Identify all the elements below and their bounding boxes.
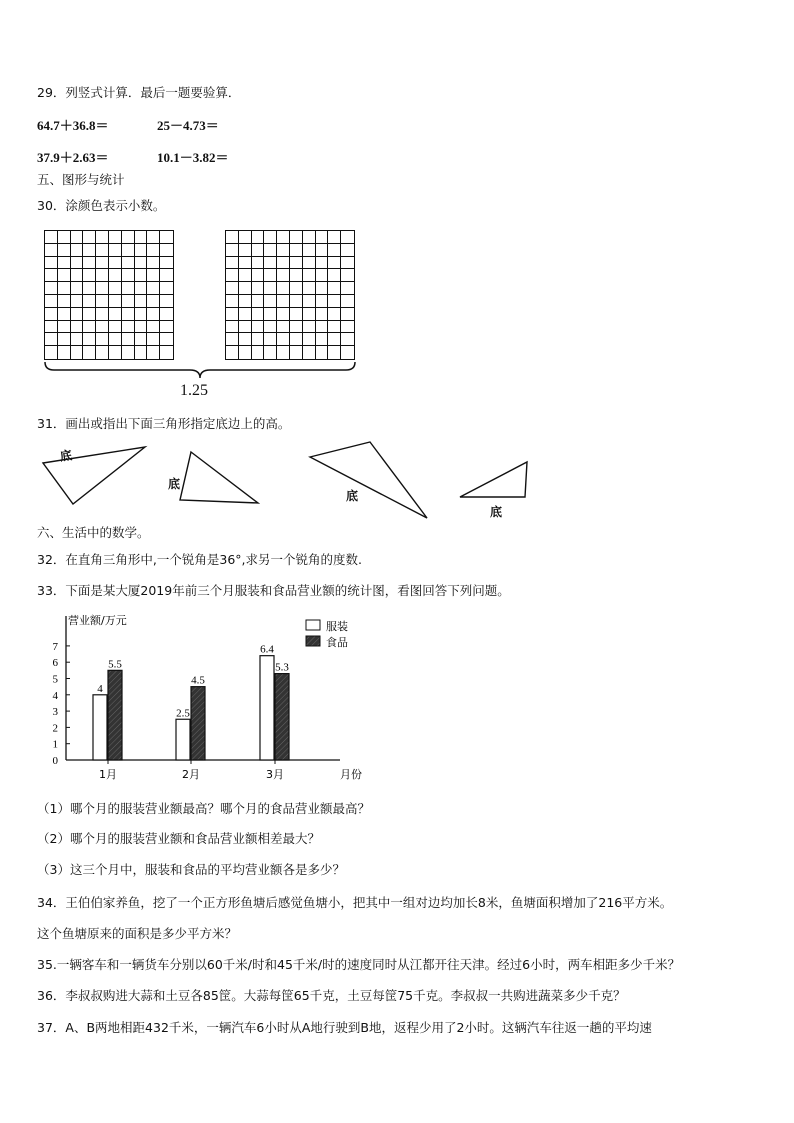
grid-cell[interactable] <box>341 269 354 282</box>
grid-cell[interactable] <box>316 295 329 308</box>
grid-cell[interactable] <box>252 282 265 295</box>
grid-cell[interactable] <box>122 295 135 308</box>
grid-cell[interactable] <box>135 231 148 244</box>
grid-cell[interactable] <box>290 231 303 244</box>
grid-cell[interactable] <box>290 269 303 282</box>
grid-cell[interactable] <box>264 308 277 321</box>
q33-sub-2: （2）哪个月的服装营业额和食品营业额相差最大？ <box>37 831 320 846</box>
grid-cell[interactable] <box>96 321 109 334</box>
grid-cell[interactable] <box>83 282 96 295</box>
grid-cell[interactable] <box>83 257 96 270</box>
grid-cell[interactable] <box>264 231 277 244</box>
y-tick-label: 3 <box>52 706 58 719</box>
bar-food <box>191 687 205 760</box>
grid-cell[interactable] <box>160 231 173 244</box>
q33-sub-3: （3）这三个月中，服装和食品的平均营业额各是多少？ <box>37 862 345 877</box>
data-label: 4 <box>97 682 103 695</box>
grid-cell[interactable] <box>303 244 316 257</box>
grid-cell[interactable] <box>316 269 329 282</box>
grid-cell[interactable] <box>71 244 84 257</box>
grid-cell[interactable] <box>328 321 341 334</box>
section-6-heading: 六、生活中的数学。 <box>37 525 150 540</box>
grid-cell[interactable] <box>58 333 71 346</box>
grid-cell[interactable] <box>96 295 109 308</box>
q33-sub-1: （1）哪个月的服装营业额最高？哪个月的食品营业额最高？ <box>37 801 370 816</box>
grid-cell[interactable] <box>160 295 173 308</box>
grid-cell[interactable] <box>58 231 71 244</box>
calc-item-4: 10.1－3.82＝ <box>157 150 229 165</box>
grid-cell[interactable] <box>226 269 239 282</box>
grid-cell[interactable] <box>45 231 58 244</box>
grid-cell[interactable] <box>341 231 354 244</box>
grid-cell[interactable] <box>303 321 316 334</box>
grid-cell[interactable] <box>341 346 354 359</box>
grid-cell[interactable] <box>252 346 265 359</box>
grid-cell[interactable] <box>239 321 252 334</box>
triangle-3 <box>310 442 427 518</box>
grid-cell[interactable] <box>109 269 122 282</box>
grid-cell[interactable] <box>109 244 122 257</box>
data-label: 5.5 <box>108 658 122 671</box>
grid-cell[interactable] <box>226 321 239 334</box>
legend-label: 食品 <box>326 636 348 649</box>
grid-cell[interactable] <box>83 321 96 334</box>
grid-cell[interactable] <box>160 269 173 282</box>
grid-cell[interactable] <box>83 346 96 359</box>
hundred-grid-right <box>225 230 355 360</box>
base-label-1: 底 <box>59 448 74 464</box>
grid-cell[interactable] <box>147 231 160 244</box>
grid-cell[interactable] <box>290 333 303 346</box>
grid-cell[interactable] <box>83 244 96 257</box>
x-axis-label: 月份 <box>340 768 362 781</box>
grid-cell[interactable] <box>316 333 329 346</box>
legend-swatch-food <box>306 636 320 646</box>
grid-cell[interactable] <box>135 308 148 321</box>
grid-cell[interactable] <box>277 308 290 321</box>
grid-cell[interactable] <box>264 244 277 257</box>
grid-cell[interactable] <box>264 269 277 282</box>
grid-cell[interactable] <box>239 308 252 321</box>
grid-cell[interactable] <box>83 231 96 244</box>
base-label-2: 底 <box>168 477 181 491</box>
grid-cell[interactable] <box>341 282 354 295</box>
y-tick-label: 0 <box>52 755 58 767</box>
bar-clothing <box>260 656 274 760</box>
grid-cell[interactable] <box>252 321 265 334</box>
grid-cell[interactable] <box>239 269 252 282</box>
bar-chart <box>30 610 390 785</box>
grid-cell[interactable] <box>341 257 354 270</box>
x-tick-label: 1月 <box>99 768 117 781</box>
grid-cell[interactable] <box>147 295 160 308</box>
section-5-heading: 五、图形与统计 <box>37 172 125 187</box>
grid-cell[interactable] <box>96 231 109 244</box>
grid-cell[interactable] <box>147 269 160 282</box>
triangle-4 <box>460 462 527 497</box>
base-label-3: 底 <box>346 489 359 503</box>
grid-cell[interactable] <box>122 321 135 334</box>
grid-cell[interactable] <box>239 346 252 359</box>
grid-cell[interactable] <box>226 333 239 346</box>
grid-cell[interactable] <box>135 333 148 346</box>
grid-cell[interactable] <box>290 321 303 334</box>
grid-cell[interactable] <box>226 257 239 270</box>
grid-cell[interactable] <box>147 346 160 359</box>
grid-cell[interactable] <box>58 282 71 295</box>
grid-cell[interactable] <box>109 257 122 270</box>
triangles-figure <box>30 440 550 525</box>
data-label: 4.5 <box>191 674 205 687</box>
q32-text: 32．在直角三角形中,一个锐角是36°,求另一个锐角的度数. <box>37 552 362 567</box>
grid-cell[interactable] <box>328 231 341 244</box>
grid-cell[interactable] <box>328 346 341 359</box>
grid-cell[interactable] <box>328 295 341 308</box>
grid-cell[interactable] <box>71 231 84 244</box>
grid-cell[interactable] <box>316 321 329 334</box>
grid-cell[interactable] <box>71 257 84 270</box>
bar-food <box>108 670 122 760</box>
grid-cell[interactable] <box>58 321 71 334</box>
grid-cell[interactable] <box>45 269 58 282</box>
grid-cell[interactable] <box>96 257 109 270</box>
grid-cell[interactable] <box>109 231 122 244</box>
grid-cell[interactable] <box>290 308 303 321</box>
grid-cell[interactable] <box>135 269 148 282</box>
grid-cell[interactable] <box>160 346 173 359</box>
grid-cell[interactable] <box>316 282 329 295</box>
grid-cell[interactable] <box>226 244 239 257</box>
grid-cell[interactable] <box>316 244 329 257</box>
grid-cell[interactable] <box>96 244 109 257</box>
grid-cell[interactable] <box>122 282 135 295</box>
grid-cell[interactable] <box>83 333 96 346</box>
grid-cell[interactable] <box>290 282 303 295</box>
grid-cell[interactable] <box>303 308 316 321</box>
grid-cell[interactable] <box>277 346 290 359</box>
grid-cell[interactable] <box>160 257 173 270</box>
grid-cell[interactable] <box>135 257 148 270</box>
grid-cell[interactable] <box>252 244 265 257</box>
grid-cell[interactable] <box>252 269 265 282</box>
grid-cell[interactable] <box>341 333 354 346</box>
bar-clothing <box>93 695 107 760</box>
q29-title: 29．列竖式计算．最后一题要验算． <box>37 85 241 100</box>
bar-food <box>275 674 289 760</box>
grid-cell[interactable] <box>239 257 252 270</box>
grid-cell[interactable] <box>341 244 354 257</box>
grid-cell[interactable] <box>328 269 341 282</box>
grid-cell[interactable] <box>160 282 173 295</box>
grid-cell[interactable] <box>264 321 277 334</box>
grid-cell[interactable] <box>316 231 329 244</box>
grid-cell[interactable] <box>45 333 58 346</box>
grid-cell[interactable] <box>135 295 148 308</box>
q37-text: 37．A、B两地相距432千米，一辆汽车6小时从A地行驶到B地，返程少用了2小时。这辆汽车往返一趟的平均速 <box>37 1020 652 1035</box>
grid-cell[interactable] <box>83 295 96 308</box>
grid-cell[interactable] <box>58 295 71 308</box>
grid-cell[interactable] <box>71 282 84 295</box>
grid-cell[interactable] <box>109 346 122 359</box>
q34-line-1: 34．王伯伯家养鱼，挖了一个正方形鱼塘后感觉鱼塘小，把其中一组对边均加长8米，鱼塘面积增加了216平方米。 <box>37 895 673 910</box>
grid-cell[interactable] <box>226 231 239 244</box>
q31-title: 31．画出或指出下面三角形指定底边上的高。 <box>37 416 291 431</box>
grid-cell[interactable] <box>122 346 135 359</box>
triangle-1 <box>43 447 145 504</box>
grid-cell[interactable] <box>109 295 122 308</box>
y-tick-label: 7 <box>52 640 58 653</box>
grid-cell[interactable] <box>147 333 160 346</box>
base-label-4: 底 <box>490 505 503 519</box>
grid-cell[interactable] <box>96 282 109 295</box>
y-tick-label: 6 <box>52 657 58 670</box>
grid-cell[interactable] <box>277 295 290 308</box>
grid-cell[interactable] <box>264 282 277 295</box>
y-tick-label: 4 <box>52 689 58 702</box>
grid-cell[interactable] <box>341 295 354 308</box>
grid-cell[interactable] <box>71 321 84 334</box>
y-tick-label: 5 <box>52 673 58 686</box>
grid-cell[interactable] <box>45 321 58 334</box>
grid-cell[interactable] <box>58 269 71 282</box>
grid-cell[interactable] <box>45 346 58 359</box>
grid-cell[interactable] <box>290 346 303 359</box>
grid-cell[interactable] <box>277 333 290 346</box>
grid-cell[interactable] <box>71 308 84 321</box>
grid-cell[interactable] <box>252 333 265 346</box>
grid-cell[interactable] <box>226 282 239 295</box>
q36-text: 36．李叔叔购进大蒜和土豆各85筐。大蒜每筐65千克，土豆每筐75千克。李叔叔一共购进蔬菜多少千克？ <box>37 988 626 1003</box>
y-tick-label: 1 <box>52 738 58 751</box>
grid-cell[interactable] <box>109 308 122 321</box>
grid-cell[interactable] <box>264 346 277 359</box>
bar-clothing <box>176 719 190 760</box>
grid-cell[interactable] <box>122 257 135 270</box>
grid-cell[interactable] <box>226 346 239 359</box>
grid-cell[interactable] <box>147 308 160 321</box>
grid-cell[interactable] <box>328 244 341 257</box>
grid-cell[interactable] <box>303 282 316 295</box>
grid-cell[interactable] <box>264 333 277 346</box>
grid-cell[interactable] <box>277 257 290 270</box>
y-tick-label: 2 <box>52 722 58 735</box>
grid-cell[interactable] <box>58 257 71 270</box>
grid-cell[interactable] <box>316 257 329 270</box>
grid-cell[interactable] <box>252 257 265 270</box>
grid-cell[interactable] <box>239 244 252 257</box>
grid-cell[interactable] <box>135 346 148 359</box>
grid-cell[interactable] <box>160 333 173 346</box>
grid-cell[interactable] <box>58 346 71 359</box>
grid-cell[interactable] <box>58 308 71 321</box>
grid-cell[interactable] <box>264 257 277 270</box>
grid-cell[interactable] <box>303 333 316 346</box>
q34-line-2: 这个鱼塘原来的面积是多少平方米？ <box>37 926 238 941</box>
grid-cell[interactable] <box>96 346 109 359</box>
grid-cell[interactable] <box>316 346 329 359</box>
grid-cell[interactable] <box>160 321 173 334</box>
grid-cell[interactable] <box>239 282 252 295</box>
grid-cell[interactable] <box>239 295 252 308</box>
grid-cell[interactable] <box>341 321 354 334</box>
grid-cell[interactable] <box>316 308 329 321</box>
grid-cell[interactable] <box>290 295 303 308</box>
grid-cell[interactable] <box>122 231 135 244</box>
grid-cell[interactable] <box>226 295 239 308</box>
grid-cell[interactable] <box>277 282 290 295</box>
grid-cell[interactable] <box>328 257 341 270</box>
grid-cell[interactable] <box>122 333 135 346</box>
grid-cell[interactable] <box>147 244 160 257</box>
grid-cell[interactable] <box>239 333 252 346</box>
grid-cell[interactable] <box>303 295 316 308</box>
q35-text: 35.一辆客车和一辆货车分别以60千米/时和45千米/时的速度同时从江都开往天津。经过6小时，两车相距多少千米？ <box>37 957 681 972</box>
grid-cell[interactable] <box>147 282 160 295</box>
grid-cell[interactable] <box>109 321 122 334</box>
decimal-value: 1.25 <box>180 382 208 399</box>
q30-title: 30．涂颜色表示小数。 <box>37 198 166 213</box>
grid-cell[interactable] <box>96 308 109 321</box>
grid-cell[interactable] <box>328 308 341 321</box>
x-tick-label: 2月 <box>182 768 200 781</box>
grid-cell[interactable] <box>135 321 148 334</box>
grid-cell[interactable] <box>83 308 96 321</box>
grid-cell[interactable] <box>341 308 354 321</box>
grid-cell[interactable] <box>71 333 84 346</box>
grid-cell[interactable] <box>277 269 290 282</box>
grid-cell[interactable] <box>290 244 303 257</box>
grid-cell[interactable] <box>96 333 109 346</box>
legend-swatch-clothing <box>306 620 320 630</box>
grid-cell[interactable] <box>290 257 303 270</box>
grid-cell[interactable] <box>328 282 341 295</box>
grid-cell[interactable] <box>135 244 148 257</box>
calc-item-1: 64.7＋36.8＝ <box>37 118 109 133</box>
q33-title: 33．下面是某大厦2019年前三个月服装和食品营业额的统计图，看图回答下列问题。 <box>37 583 510 598</box>
data-label: 2.5 <box>176 707 190 720</box>
grid-cell[interactable] <box>45 295 58 308</box>
grid-cell[interactable] <box>303 257 316 270</box>
hundred-grid-left <box>44 230 174 360</box>
grid-cell[interactable] <box>277 321 290 334</box>
grid-cell[interactable] <box>277 231 290 244</box>
grid-cell[interactable] <box>58 244 71 257</box>
calc-item-3: 37.9＋2.63＝ <box>37 150 109 165</box>
grid-cell[interactable] <box>109 333 122 346</box>
grid-cell[interactable] <box>122 308 135 321</box>
grid-cell[interactable] <box>252 295 265 308</box>
grid-cell[interactable] <box>45 282 58 295</box>
grid-cell[interactable] <box>109 282 122 295</box>
grid-cell[interactable] <box>252 231 265 244</box>
grid-cell[interactable] <box>226 308 239 321</box>
grid-cell[interactable] <box>252 308 265 321</box>
grid-cell[interactable] <box>264 295 277 308</box>
grid-cell[interactable] <box>71 269 84 282</box>
grouping-brace <box>40 360 360 380</box>
grid-cell[interactable] <box>160 244 173 257</box>
grid-cell[interactable] <box>328 333 341 346</box>
grid-cell[interactable] <box>45 308 58 321</box>
grid-cell[interactable] <box>147 257 160 270</box>
x-tick-label: 3月 <box>266 768 284 781</box>
grid-cell[interactable] <box>303 231 316 244</box>
grid-cell[interactable] <box>71 346 84 359</box>
grid-cell[interactable] <box>135 282 148 295</box>
grid-cell[interactable] <box>277 244 290 257</box>
calc-item-2: 25－4.73＝ <box>157 118 219 133</box>
grid-cell[interactable] <box>96 269 109 282</box>
legend-label: 服装 <box>326 620 348 633</box>
data-label: 5.3 <box>275 661 289 674</box>
grid-cell[interactable] <box>83 269 96 282</box>
grid-cell[interactable] <box>160 308 173 321</box>
grid-cell[interactable] <box>122 244 135 257</box>
grid-cell[interactable] <box>71 295 84 308</box>
triangle-2 <box>180 452 258 503</box>
data-label: 6.4 <box>260 643 274 656</box>
grid-cell[interactable] <box>45 244 58 257</box>
grid-cell[interactable] <box>122 269 135 282</box>
grid-cell[interactable] <box>147 321 160 334</box>
grid-cell[interactable] <box>45 257 58 270</box>
grid-cell[interactable] <box>303 269 316 282</box>
grid-cell[interactable] <box>239 231 252 244</box>
grid-cell[interactable] <box>303 346 316 359</box>
y-axis-label: 营业额/万元 <box>68 614 127 627</box>
